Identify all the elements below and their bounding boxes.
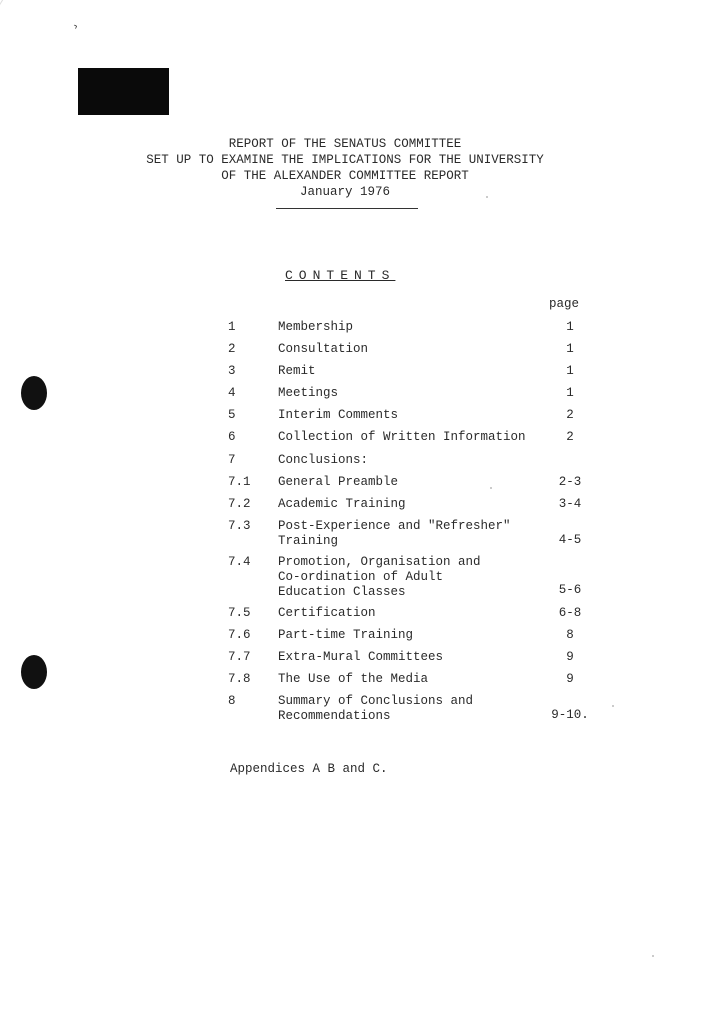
toc-title: Extra-Mural Committees [278, 650, 444, 664]
title-underline [276, 208, 418, 209]
toc-page: 2-3 [558, 475, 582, 489]
appendices-note: Appendices A B and C. [230, 762, 388, 776]
title-line-1: REPORT OF THE SENATUS COMMITTEE [228, 137, 462, 151]
toc-number: 7 [228, 453, 236, 467]
toc-number: 7.7 [228, 650, 251, 664]
toc-title: Consultation [278, 342, 369, 356]
toc-number: 7.6 [228, 628, 251, 642]
scan-speck [612, 705, 614, 707]
toc-page: 1 [566, 364, 574, 378]
toc-number: 4 [228, 386, 236, 400]
toc-number: 7.8 [228, 672, 251, 686]
toc-number: 7.3 [228, 519, 251, 533]
toc-title: Meetings [278, 386, 339, 400]
redaction-block [78, 68, 169, 115]
toc-page: 1 [566, 386, 574, 400]
toc-page: 5-6 [558, 583, 582, 597]
toc-number: 3 [228, 364, 236, 378]
punch-hole-top [21, 376, 47, 410]
scan-edge-mark [0, 0, 8, 102]
toc-page: 3-4 [558, 497, 582, 511]
toc-title: Interim Comments [278, 408, 399, 422]
page-column-label: page [549, 297, 580, 311]
toc-page: 1 [566, 342, 574, 356]
toc-title: Post-Experience and "Refresher" Training [278, 519, 511, 548]
toc-number: 7.2 [228, 497, 251, 511]
toc-title: Membership [278, 320, 354, 334]
title-line-2: SET UP TO EXAMINE THE IMPLICATIONS FOR THE UNIVERSITY [146, 153, 544, 167]
toc-title: Part-time Training [278, 628, 414, 642]
toc-number: 7.4 [228, 555, 251, 569]
toc-page: 4-5 [558, 533, 582, 547]
scan-mark: › [71, 21, 81, 34]
toc-page: 9-10. [551, 708, 589, 722]
toc-page: 9 [566, 650, 574, 664]
punch-hole-bottom [21, 655, 47, 689]
toc-number: 7.5 [228, 606, 251, 620]
toc-title: General Preamble [278, 475, 399, 489]
toc-page: 9 [566, 672, 574, 686]
toc-title: Collection of Written Information [278, 430, 526, 444]
toc-number: 5 [228, 408, 236, 422]
toc-number: 7.1 [228, 475, 251, 489]
scan-speck [652, 955, 654, 957]
title-line-3: OF THE ALEXANDER COMMITTEE REPORT [221, 169, 469, 183]
report-title [140, 136, 550, 200]
toc-page: 8 [566, 628, 574, 642]
toc-number: 1 [228, 320, 236, 334]
toc-number: 8 [228, 694, 236, 708]
toc-title: Certification [278, 606, 376, 620]
toc-number: 2 [228, 342, 236, 356]
toc-title: Remit [278, 364, 316, 378]
toc-title: Conclusions: [278, 453, 369, 467]
toc-page: 2 [566, 408, 574, 422]
toc-title: Academic Training [278, 497, 406, 511]
report-date: January 1976 [299, 185, 390, 199]
toc-page: 6-8 [558, 606, 582, 620]
toc-page: 1 [566, 320, 574, 334]
toc-page: 2 [566, 430, 574, 444]
toc-number: 6 [228, 430, 236, 444]
toc-title: The Use of the Media [278, 672, 429, 686]
contents-heading: CONTENTS [285, 268, 396, 283]
toc-title: Summary of Conclusions and Recommendations [278, 694, 474, 723]
toc-title: Promotion, Organisation and Co-ordination of Adult Education Classes [278, 555, 481, 599]
